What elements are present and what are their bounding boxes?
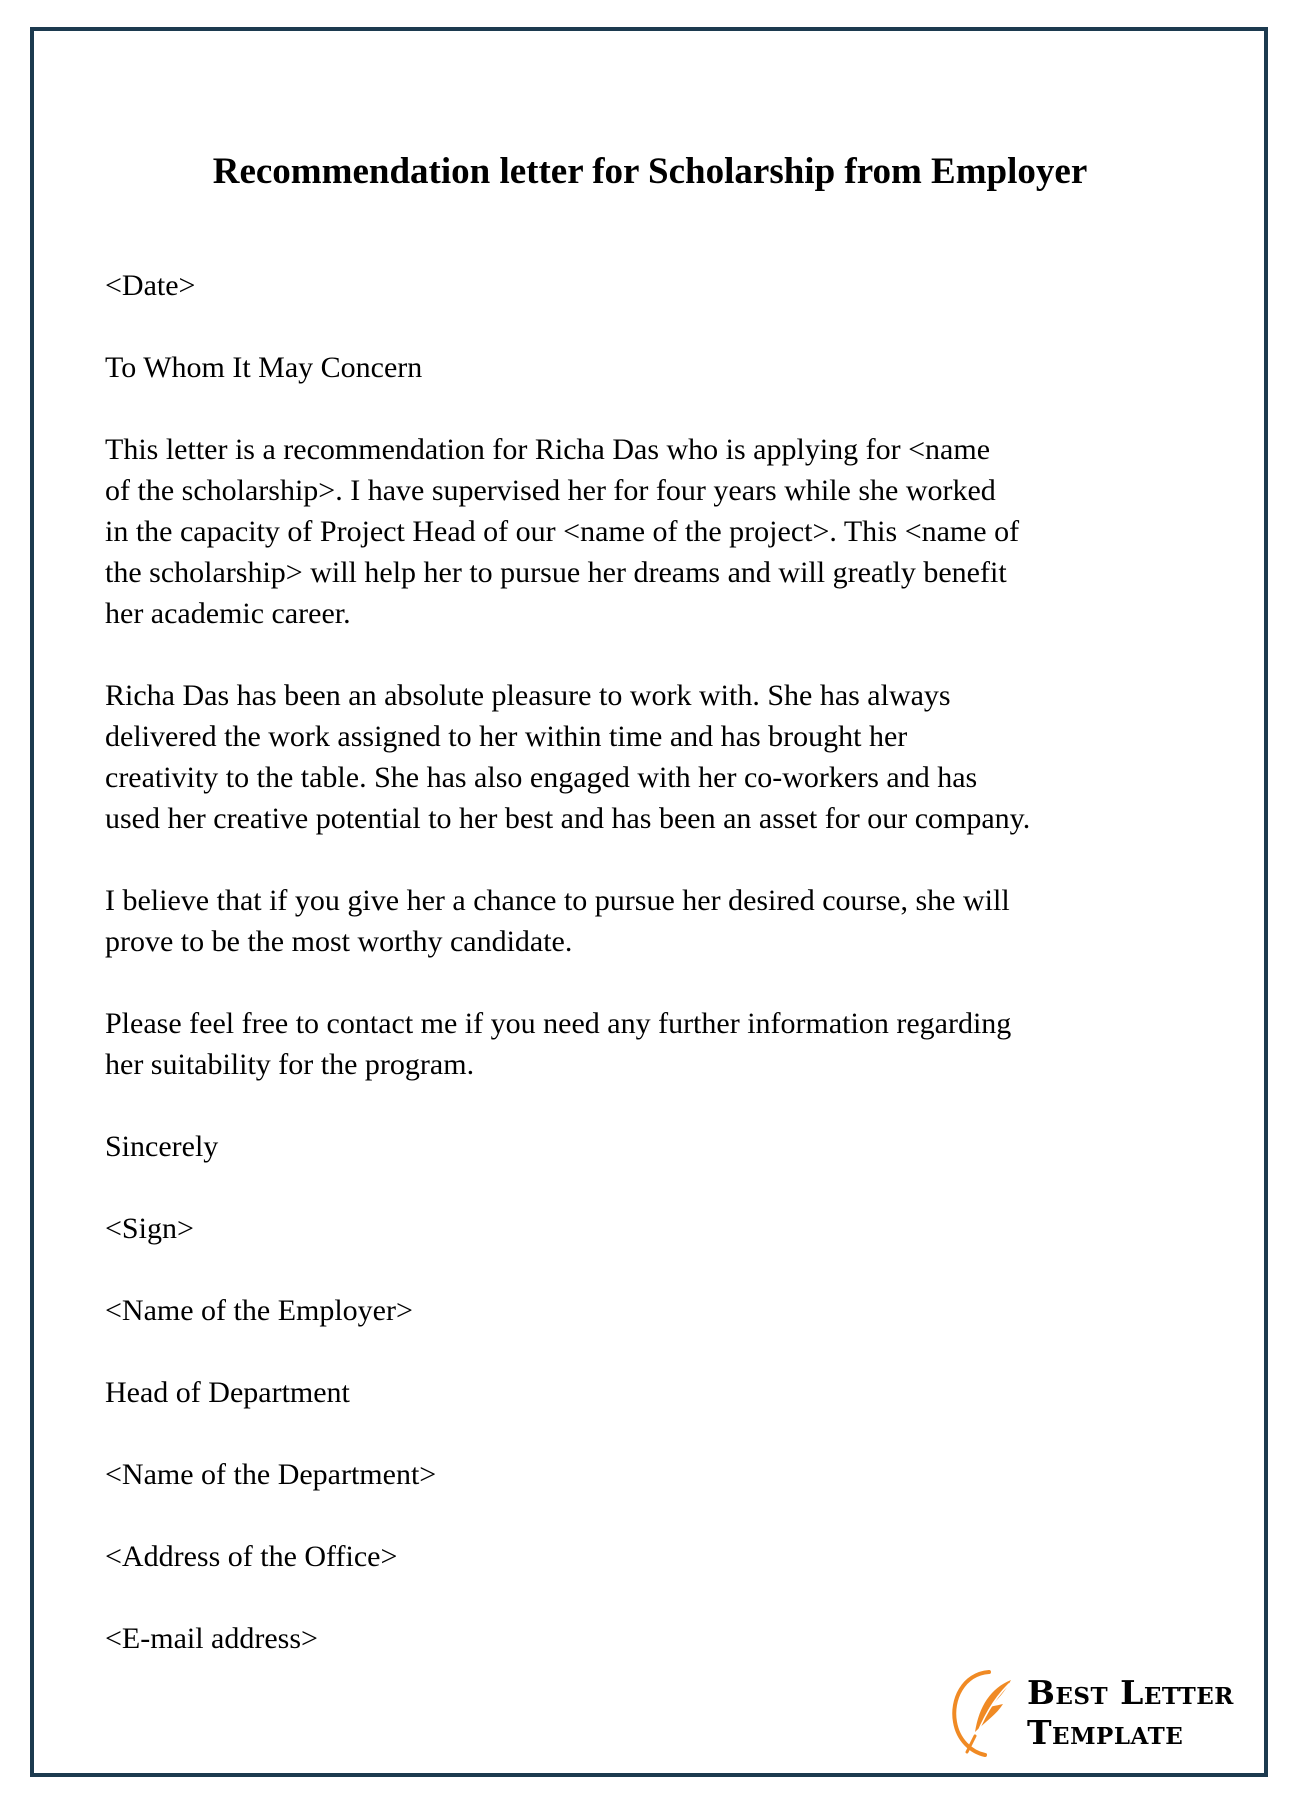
- paragraph-line: prove to be the most worthy candidate.: [105, 925, 573, 958]
- paragraph-line: her academic career.: [105, 597, 351, 630]
- date-placeholder: <Date>: [105, 269, 196, 302]
- office-address: <Address of the Office>: [105, 1540, 398, 1573]
- letter-title: Recommendation letter for Scholarship from Employer: [212, 151, 1088, 192]
- email-address: <E-mail address>: [105, 1622, 318, 1655]
- sign-placeholder: <Sign>: [105, 1212, 194, 1245]
- paragraph-line: delivered the work assigned to her within time and has brought her: [105, 720, 908, 753]
- paragraph-line: Please feel free to contact me if you need any further information regarding: [105, 1007, 1012, 1040]
- paragraph-line: creativity to the table. She has also engaged with her co-workers and has: [105, 761, 978, 794]
- paragraph-line: used her creative potential to her best and has been an asset for our company.: [105, 802, 1031, 835]
- brand-logo: [945, 1660, 1234, 1760]
- salutation: To Whom It May Concern: [105, 351, 423, 384]
- paragraph-line: the scholarship> will help her to pursue her dreams and will greatly benefit: [105, 556, 1007, 589]
- paragraph-line: her suitability for the program.: [105, 1048, 475, 1081]
- paragraph-2: [105, 675, 1185, 839]
- paragraph-3: [105, 880, 1185, 962]
- paragraph-line: of the scholarship>. I have supervised her for four years while she worked: [105, 474, 996, 507]
- employer-position: Head of Department: [105, 1376, 350, 1409]
- paragraph-line: in the capacity of Project Head of our <name of the project>. This <name of: [105, 515, 1020, 548]
- logo-text-line2: Template: [1027, 1713, 1184, 1752]
- employer-name: <Name of the Employer>: [105, 1294, 413, 1327]
- closing: Sincerely: [105, 1130, 219, 1163]
- quill-feather-icon: [945, 1660, 1023, 1760]
- logo-text-line1: Best Letter: [1027, 1673, 1234, 1712]
- paragraph-4: [105, 1003, 1185, 1085]
- department-name: <Name of the Department>: [105, 1458, 437, 1491]
- paragraph-line: This letter is a recommendation for Richa Das who is applying for <name: [105, 433, 991, 466]
- paragraph-line: I believe that if you give her a chance to pursue her desired course, she will: [105, 884, 1010, 917]
- paragraph-line: Richa Das has been an absolute pleasure to work with. She has always: [105, 679, 951, 712]
- paragraph-1: [105, 429, 1185, 634]
